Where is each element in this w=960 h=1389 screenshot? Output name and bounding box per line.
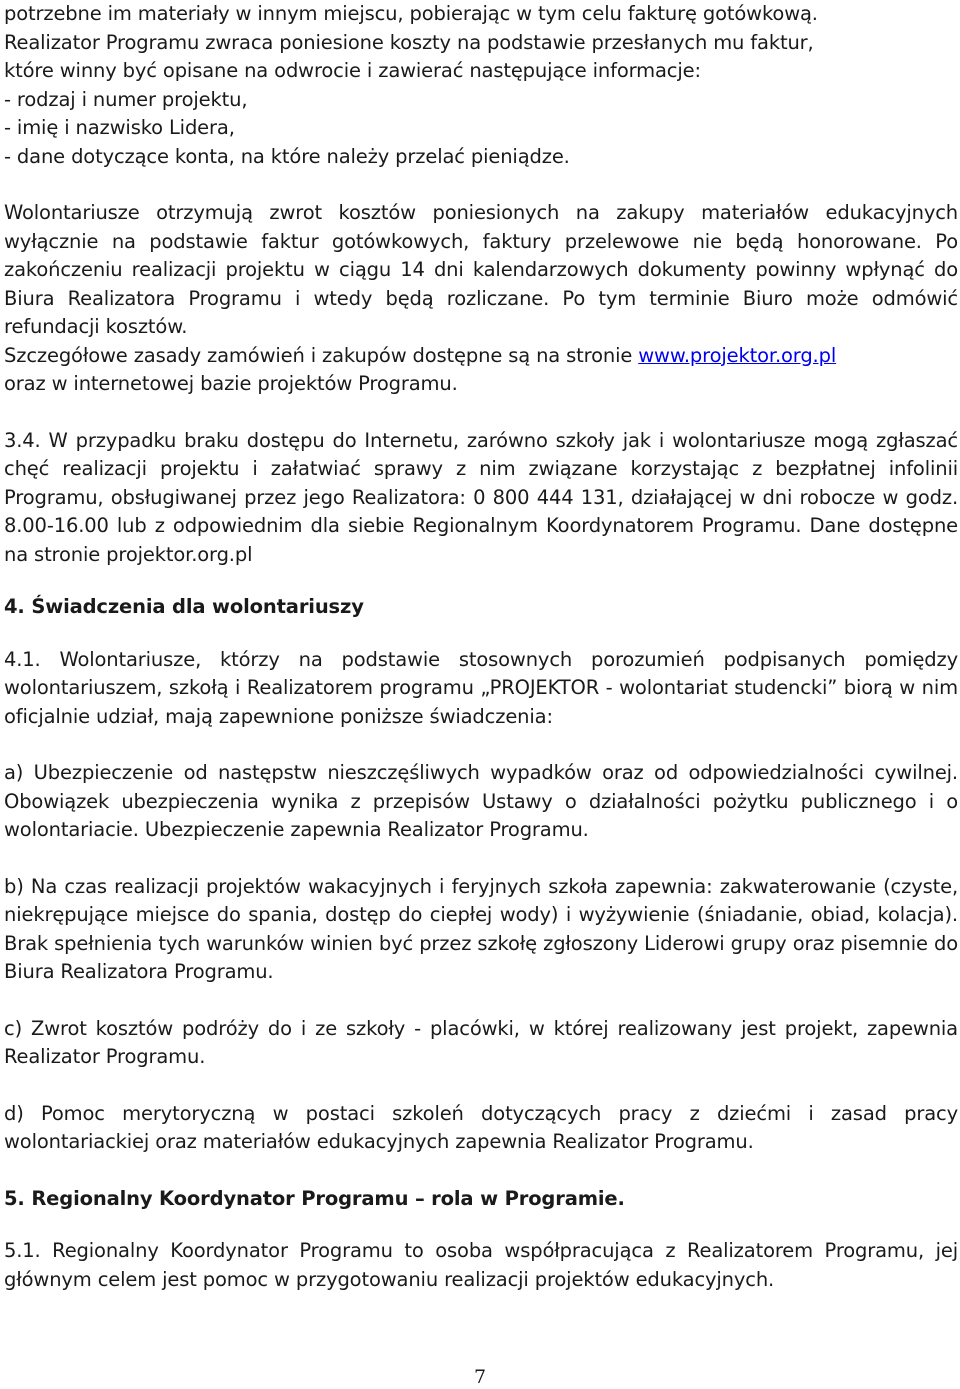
text-line: Realizator Programu zwraca poniesione koszty na podstawie przesłanych mu faktur, bbox=[4, 30, 814, 54]
intro-paragraph bbox=[4, 0, 958, 171]
text-line: które winny być opisane na odwrocie i zawierać następujące informacje: bbox=[4, 59, 701, 82]
section-4-heading: 4. Świadczenia dla wolontariuszy bbox=[4, 595, 364, 618]
benefit-d-paragraph: d) Pomoc merytoryczną w postaci szkoleń dotyczących pracy z dziećmi i zasad pracy wolontariackiej oraz materiałów edukacyjnych zapewnia Realizator Programu. bbox=[4, 1101, 958, 1153]
details-line bbox=[4, 342, 958, 371]
benefit-c-paragraph: c) Zwrot kosztów podróży do i ze szkoły - placówki, w której realizowany jest projekt, zapewnia Realizator Programu. bbox=[4, 1016, 958, 1068]
list-item: - imię i nazwisko Lidera, bbox=[4, 116, 235, 139]
paragraph-text: Wolontariusze otrzymują zwrot kosztów poniesionych na zakupy materiałów edukacyjnych wyłącznie na podstawie faktur gotówkowych, faktury przelewowe nie będą honorowane. Po zakończeniu realizacji projektu w ciągu 14 dni kalendarzowych dokumenty powinny wpłynąć do Biura Realizatora Programu i wtedy będą rozliczane. Po tym terminie Biuro może odmówić refundacji kosztów. bbox=[4, 201, 958, 338]
page-number: 7 bbox=[473, 1366, 487, 1388]
benefit-b-paragraph: b) Na czas realizacji projektów wakacyjnych i feryjnych szkoła zapewnia: zakwaterowanie (czyste, niekrępujące miejsce do spania, dostęp do ciepłej wody) i wyżywienie (śniadanie, obiad, kolacja). Brak spełnienia tych warunków winien być przez szkołę zgłoszony Liderowi grupy oraz pisemnie do Biura Realizatora Programu. bbox=[4, 874, 958, 983]
list-item: - dane dotyczące konta, na które należy przelać pieniądze. bbox=[4, 144, 570, 168]
section-5-heading: 5. Regionalny Koordynator Programu – rola w Programie. bbox=[4, 1186, 625, 1210]
volunteers-refund-paragraph bbox=[4, 199, 958, 399]
details-suffix: oraz w internetowej bazie projektów Programu. bbox=[4, 372, 458, 395]
list-item: - rodzaj i numer projektu, bbox=[4, 87, 248, 111]
section-4-1-paragraph: 4.1. Wolontariusze, którzy na podstawie stosownych porozumień podpisanych pomiędzy wolontariuszem, szkołą i Realizatorem programu „PROJEKTOR - wolontariat studencki” biorą w nim oficjalnie udział, mają zapewnione poniższe świadczenia: bbox=[4, 647, 958, 728]
details-prefix: Szczegółowe zasady zamówień i zakupów dostępne są na stronie bbox=[4, 343, 639, 367]
section-3-4-paragraph: 3.4. W przypadku braku dostępu do Internetu, zarówno szkoły jak i wolontariusze mogą zgłaszać chęć realizacji projektu i załatwiać sprawy z nim związane korzystając z bezpłatnej infolinii Programu, obsługiwanej przez jego Realizatora: 0 800 444 131, działającej w dni robocze w godz. 8.00-16.00 lub z odpowiednim dla siebie Regionalnym Koordynatorem Programu. Dane dostępne na stronie projektor.org.pl bbox=[4, 428, 958, 566]
text-line: potrzebne im materiały w innym miejscu, pobierając w tym celu fakturę gotówkową. bbox=[4, 2, 818, 25]
document-page bbox=[4, 0, 958, 1294]
benefit-a-paragraph: a) Ubezpieczenie od następstw nieszczęśliwych wypadków oraz od odpowiedzialności cywilnej. Obowiązek ubezpieczenia wynika z przepisów Ustawy o działalności pożytku publicznego i o wolontariacie. Ubezpieczenie zapewnia Realizator Programu. bbox=[4, 761, 958, 841]
website-link[interactable]: www.projektor.org.pl bbox=[638, 343, 837, 367]
section-5-1-paragraph: 5.1. Regionalny Koordynator Programu to osoba współpracująca z Realizatorem Programu, jej głównym celem jest pomoc w przygotowaniu realizacji projektów edukacyjnych. bbox=[4, 1239, 958, 1291]
